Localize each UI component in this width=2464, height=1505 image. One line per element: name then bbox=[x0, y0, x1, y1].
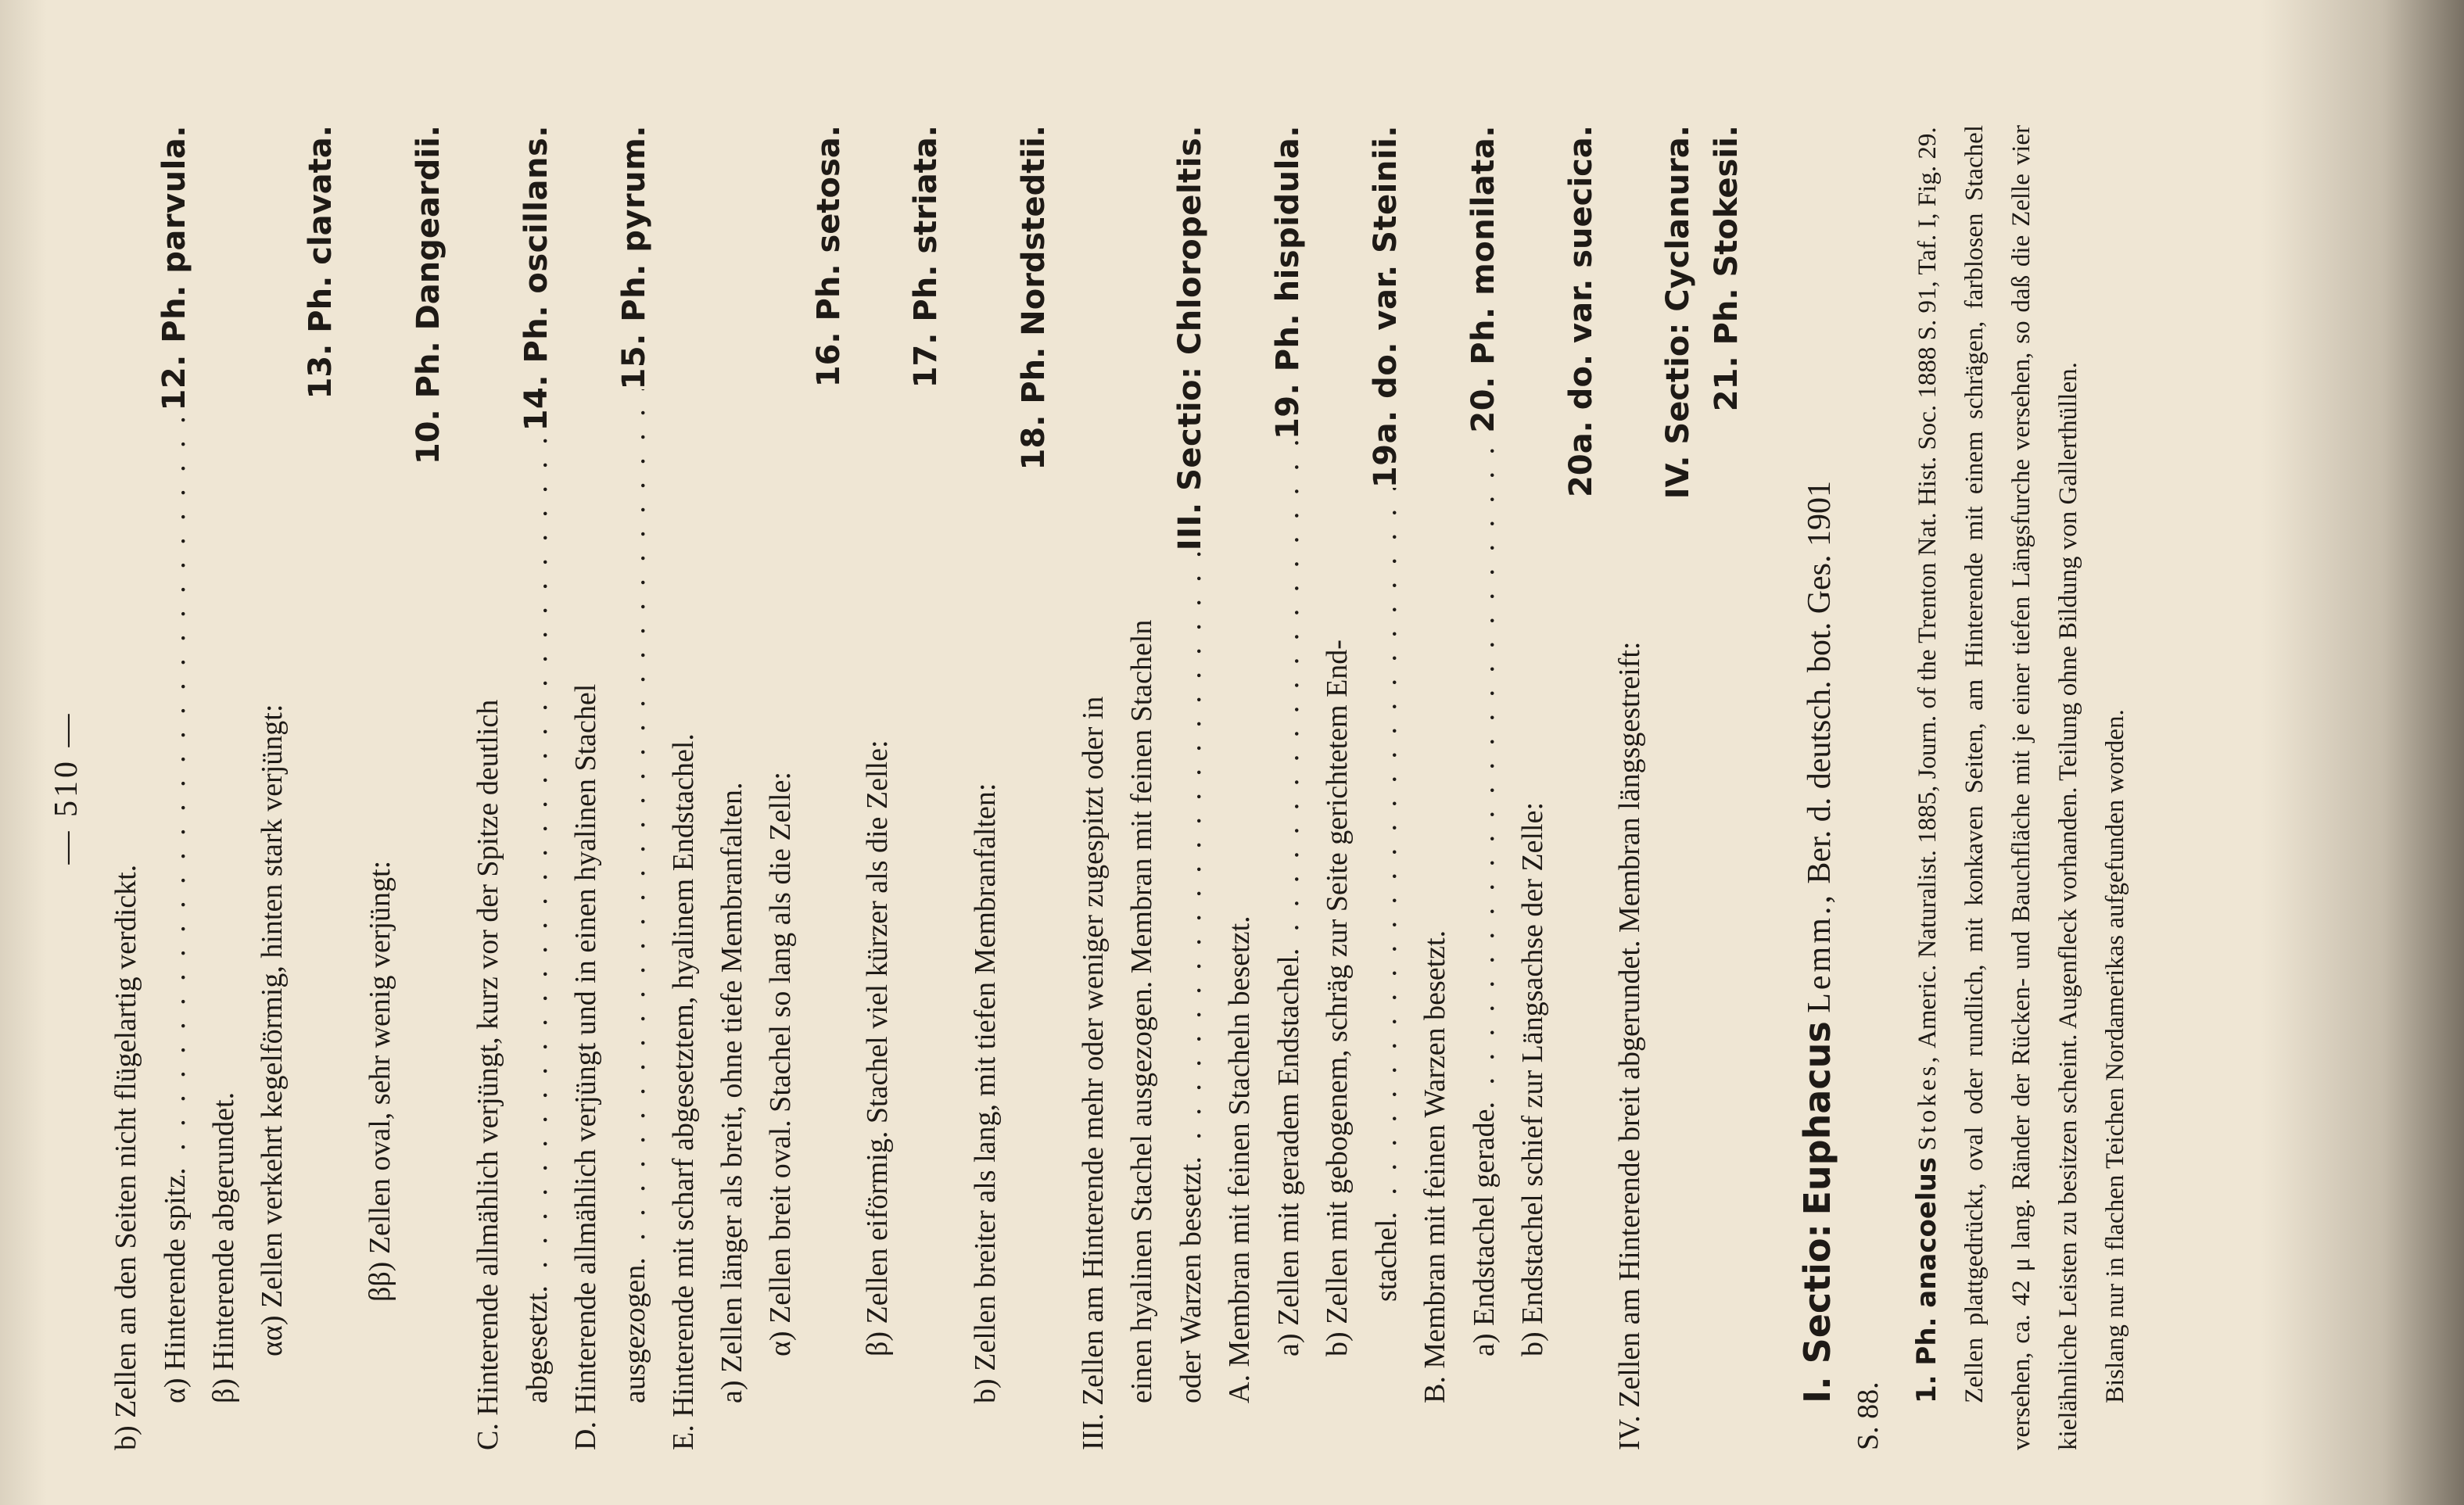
leader-dots bbox=[1264, 439, 1313, 955]
key-line: C. Hinterende allmählich verjüngt, kurz vor der Spitze deutlich bbox=[472, 699, 504, 1450]
species-target: 16. Ph. setosa. bbox=[811, 125, 847, 388]
key-line: a) Zellen länger als breit, ohne tiefe Membranfalten. bbox=[716, 782, 748, 1403]
species-target: 17. Ph. striata. bbox=[908, 125, 944, 389]
species-target: 12. Ph. parvula. bbox=[156, 125, 192, 411]
key-line: b) Zellen breiter als lang, mit tiefen Membranfalten: bbox=[969, 783, 1002, 1403]
key-line: αα) Zellen verkehrt kegelförmig, hinten stark verjüngt: bbox=[256, 704, 289, 1356]
species-target: 15. Ph. pyrum. bbox=[616, 125, 652, 390]
key-line: stachel . . . 19a. do. var. Steinii. bbox=[1361, 125, 1411, 1450]
species-target: 13. Ph. clavata. bbox=[303, 125, 339, 400]
species-description: 1. Ph. anacoelus Stokes, Americ. Naturalist. 1885, Journ. of the Trenton Nat. Hist. Soc. 1888 S. 91, Taf. I, Fig. 29. Zellen plattgedrückt, oval oder rundlich, mit konkaven Seiten, am Hinterende mit einem schrägen, farblosen Stachel versehen, ca. 42 μ lang. Ränder der Rücken- und Bauchfläche mit je einer tiefen Längsfurche versehen, so daß die Zelle vier kielähnliche Leisten zu besitzen scheint. Augenfleck vorhanden. Teilung ohne Bildung von Gallerthüllen. Bislang nur in flachen Teichen Nordamerikas aufgefunden worden. bbox=[1911, 125, 2129, 1450]
key-line: a) Endstachel gerade . . . 20. Ph. monilata. bbox=[1459, 125, 1508, 1450]
key-line: oder Warzen besetzt . . . III. Sectio: Chloropeltis. bbox=[1166, 125, 1215, 1450]
species-target: 20. Ph. monilata. bbox=[1465, 125, 1501, 433]
leader-dots bbox=[151, 411, 199, 1175]
key-line: D. Hinterende allmählich verjüngt und in einen hyalinen Stachel bbox=[569, 683, 602, 1450]
key-line: A. Membran mit feinen Stacheln besetzt. bbox=[1223, 916, 1256, 1403]
leader-dots bbox=[513, 431, 561, 1292]
species-target: 10. Ph. Dangeardii. bbox=[411, 125, 447, 465]
species-target: 14. Ph. oscillans. bbox=[518, 125, 554, 432]
page-number-header: — 510 — bbox=[48, 711, 84, 865]
key-line: β) Zellen eiförmig. Stachel viel kürzer als die Zelle: bbox=[861, 740, 894, 1356]
species-target: 18. Ph. Nordstedtii. bbox=[1016, 125, 1052, 471]
species-target: 21. Ph. Stokesii. bbox=[1709, 125, 1745, 412]
key-line: ββ) Zellen oval, sehr wenig verjüngt: bbox=[364, 860, 396, 1302]
leader-dots bbox=[1460, 433, 1508, 1109]
leader-dots bbox=[611, 389, 659, 1264]
key-line: b) Zellen mit gebogenem, schräg zur Seite gerichtetem End- bbox=[1321, 640, 1354, 1356]
key-line: E. Hinterende mit scharf abgesetztem, hyalinem Endstachel. bbox=[667, 733, 700, 1450]
key-line: einen hyalinen Stachel ausgezogen. Membran mit feinen Stacheln bbox=[1125, 619, 1158, 1403]
key-line: b) Endstachel schief zur Längsachse der Zelle: bbox=[1516, 801, 1549, 1356]
species-target: 19. Ph. hispidula. bbox=[1270, 125, 1306, 440]
species-target: 19a. do. var. Steinii. bbox=[1368, 125, 1404, 489]
leader-dots bbox=[1167, 550, 1215, 1163]
section-target: III. Sectio: Chloropeltis. bbox=[1172, 125, 1208, 551]
key-line: β) Hinterende abgerundet. bbox=[207, 1091, 240, 1403]
key-line: ausgezogen . . . 15. Ph. pyrum. bbox=[610, 125, 659, 1450]
section-target: IV. Sectio: Cyclanura. bbox=[1660, 125, 1696, 500]
key-line: abgesetzt . . . 14. Ph. oscillans. bbox=[512, 125, 561, 1450]
key-line: b) Zellen an den Seiten nicht flügelartig verdickt. bbox=[109, 864, 142, 1450]
key-line: α) Zellen breit oval. Stachel so lang als die Zelle: bbox=[764, 772, 797, 1356]
species-target: 20a. do. var. suecica. bbox=[1563, 125, 1599, 497]
leader-dots bbox=[1362, 488, 1411, 1219]
key-line: α) Hinterende spitz . . . 12. Ph. parvula. bbox=[150, 125, 199, 1450]
key-line: III. Zellen am Hinterende mehr oder weniger zugespitzt oder in bbox=[1077, 696, 1110, 1450]
section-page-ref: S. 88. bbox=[1852, 1381, 1885, 1450]
section-heading: I. Sectio: Euphacus Lemm., Ber. d. deutsch. bot. Ges. 1901 bbox=[1796, 480, 1838, 1403]
key-line: IV. Zellen am Hinterende breit abgerundet. Membran längsgestreift: bbox=[1613, 641, 1646, 1450]
key-line: a) Zellen mit geradem Endstachel . . . 19. Ph. hispidula. bbox=[1264, 125, 1313, 1450]
key-line: B. Membran mit feinen Warzen besetzt. bbox=[1419, 930, 1451, 1403]
